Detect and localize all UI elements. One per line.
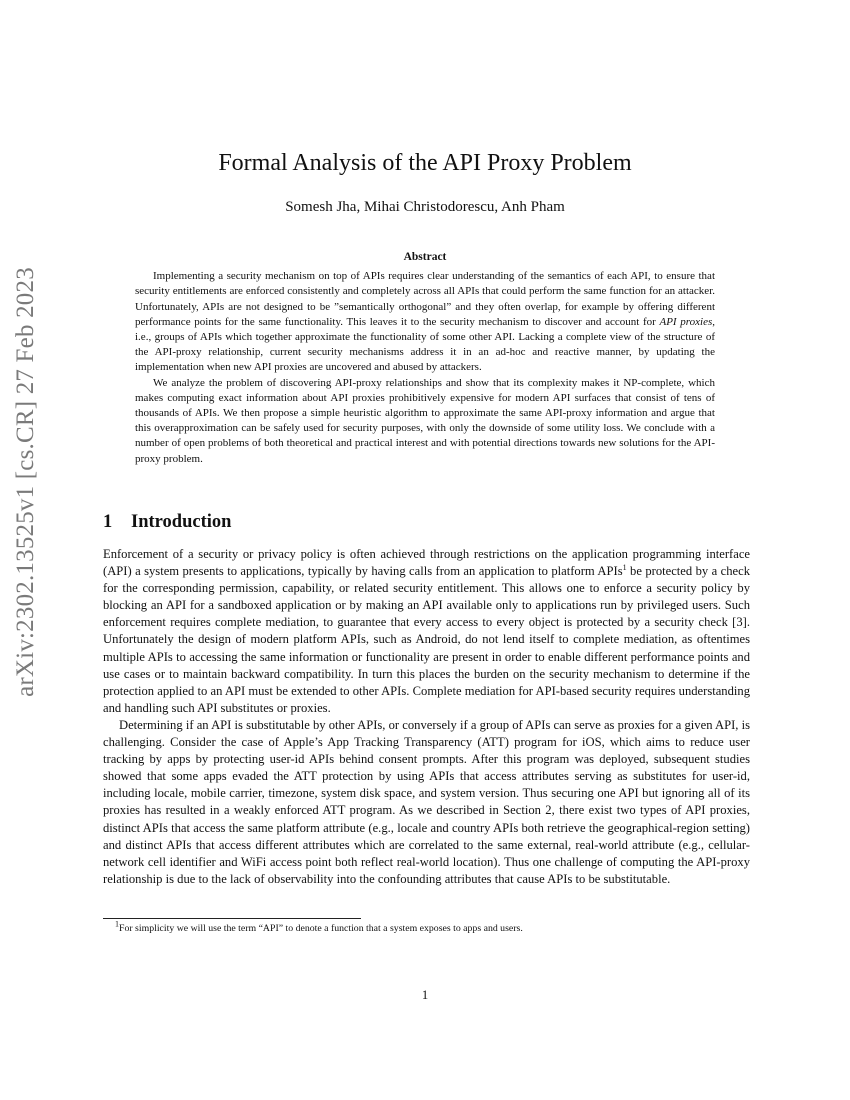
page-number: 1	[421, 988, 429, 1002]
section-heading	[103, 512, 231, 533]
body-text: Enforcement of a security or privacy policy is often achieved through restrictions on the application programming interface (API) a system presents to applications, typically by having calls from an application to platform APIs	[103, 547, 750, 579]
section-body	[103, 546, 750, 888]
section-number: 1	[103, 512, 113, 532]
body-paragraph-1	[103, 546, 750, 717]
paper-title: Formal Analysis of the API Proxy Problem	[218, 150, 632, 176]
footnote	[103, 919, 750, 935]
arxiv-side-stamp	[6, 267, 46, 697]
footnote-text: For simplicity we will use the term “API” to denote a function that a system exposes to apps and users.	[119, 923, 523, 934]
body-paragraph-2: Determining if an API is substitutable by other APIs, or conversely if a group of APIs can serve as proxies for a given API, is challenging. Consider the case of Apple’s App Tracking Transparency (ATT) program for iOS, which aims to reduce user tracking by apps by protecting user-id APIs behind consent prompts. After this program was deployed, subsequent studies showed that some apps evaded the ATT protection by using APIs that access attributes serving as substitutes for user-id, including locale, mobile carrier, timezone, system disk space, and system version. Thus securing one API but ignoring all of its proxies has resulted in a weakly enforced ATT program. As we described in Section 2, there exist two types of API proxies, distinct APIs that access the same platform attribute (e.g., locale and country APIs both retrieve the geographical-region setting) and distinct APIs that access different attributes which are correlated to the same external, real-world attribute (e.g., cellular-network cell identifier and WiFi access point both reflect real-world location). Thus one challenge of computing the API-proxy relationship is due to the lack of observability into the confounding attributes that cause APIs to be substitutable.	[103, 717, 750, 886]
body-text: be protected by a check for the corresponding permission, capability, or related security entitlement. This allows one to enforce a security policy by blocking an API for a sandboxed application or by making an API available only to applications run by privileged users. Such enforcement requires complete mediation, to guarantee that every access to every object is protected by a security check [3]. Unfortunately the design of modern platform APIs, such as Android, do not lend itself to complete mediation, as oftentimes multiple APIs to accessing the same information or functionality are present in order to enable different performance points and use cases or to maintain backward compatibility. In turn this places the burden on the security mechanism to determine if the protection applied to an API must be extended to other APIs. Complete mediation for API-based security requires understanding and handling such API substitutes or proxies.	[103, 564, 750, 715]
footnote-marker: 1	[622, 562, 627, 572]
abstract-emphasis: API proxies	[659, 315, 713, 328]
abstract-text: , i.e., groups of APIs which together approximate the functionality of some other API. Lacking a complete view of the structure of the API-proxy relationship, current security mechanisms address it in an ad-hoc and reactive manner, by updating the implementation when new API proxies are uncovered and abused by attackers.	[135, 315, 715, 374]
arxiv-identifier: arXiv:2302.13525v1 [cs.CR] 27 Feb 2023	[12, 267, 40, 697]
footnote-mark: 1	[115, 919, 119, 929]
section-title: Introduction	[131, 512, 232, 532]
abstract-paragraph-2: We analyze the problem of discovering API-proxy relationships and show that its complexity makes it NP-complete, which makes computing exact information about API proxies prohibitively expensive for modern API surfaces that consist of tens of thousands of APIs. We then propose a simple heuristic algorithm to approximate the same API-proxy information and argue that this overapproximation can be safely used for security purposes, with only the downside of some utility loss. We conclude with a number of open problems of both theoretical and practical interest and with potential directions towards new solutions for the API-proxy problem.	[135, 376, 715, 465]
footnote-rule	[103, 918, 361, 919]
abstract-text: Implementing a security mechanism on top of APIs requires clear understanding of the semantics of each API, to ensure that security entitlements are enforced consistently and completely across all APIs that could perform the same function for an attacker. Unfortunately, APIs are not designed to be ”semantically orthogonal” and they often overlap, for example by offering different performance points for the same functionality. This leaves it to the security mechanism to discover and account for	[135, 270, 715, 328]
paper-authors: Somesh Jha, Mihai Christodorescu, Anh Pham	[285, 199, 565, 215]
abstract-paragraph-1	[135, 269, 715, 375]
abstract-heading: Abstract	[403, 251, 447, 263]
abstract	[135, 250, 715, 467]
